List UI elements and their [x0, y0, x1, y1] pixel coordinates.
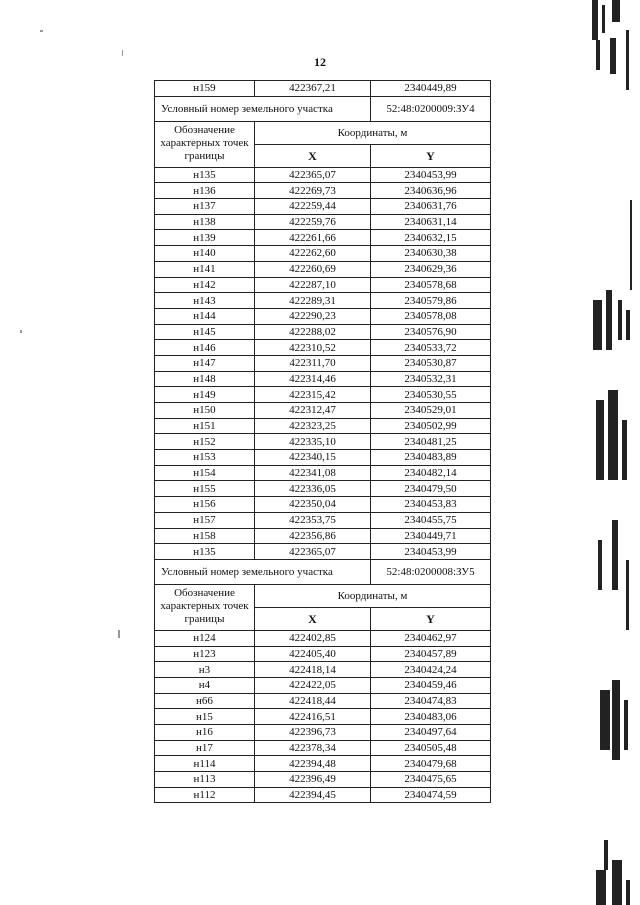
coordinate-y: 2340453,99 [371, 167, 491, 183]
point-designation: н123 [155, 646, 255, 662]
coordinate-x: 422367,21 [255, 81, 371, 97]
plot-cadastral-number: 52:48:0200009:ЗУ4 [371, 96, 491, 121]
coordinate-x: 422340,15 [255, 450, 371, 466]
coordinate-x: 422259,44 [255, 199, 371, 215]
coordinate-x: 422353,75 [255, 512, 371, 528]
header-x: X [255, 144, 371, 167]
table-row [155, 371, 491, 387]
coordinate-x: 422262,60 [255, 246, 371, 262]
coordinate-x: 422422,05 [255, 677, 371, 693]
point-designation: н136 [155, 183, 255, 199]
table-row [155, 544, 491, 560]
coordinate-y: 2340453,83 [371, 497, 491, 513]
coordinate-x: 422314,46 [255, 371, 371, 387]
table-row [155, 787, 491, 803]
coordinate-y: 2340629,36 [371, 261, 491, 277]
plot-number-row [155, 96, 491, 121]
coordinate-x: 422341,08 [255, 465, 371, 481]
table-row [155, 403, 491, 419]
table-row [155, 740, 491, 756]
point-designation: н135 [155, 167, 255, 183]
point-designation: н159 [155, 81, 255, 97]
point-designation: н146 [155, 340, 255, 356]
coordinate-x: 422394,48 [255, 756, 371, 772]
coordinate-x: 422311,70 [255, 355, 371, 371]
table-row [155, 167, 491, 183]
coordinate-y: 2340481,25 [371, 434, 491, 450]
coordinate-y: 2340497,64 [371, 725, 491, 741]
header-x: X [255, 607, 371, 630]
table-row [155, 662, 491, 678]
table-row [155, 277, 491, 293]
header-row [155, 121, 491, 144]
page-number: 12 [314, 55, 326, 69]
coordinate-y: 2340533,72 [371, 340, 491, 356]
table-row [155, 481, 491, 497]
coordinate-y: 2340530,55 [371, 387, 491, 403]
coordinate-x: 422336,05 [255, 481, 371, 497]
coordinate-x: 422418,44 [255, 693, 371, 709]
coordinate-y: 2340631,76 [371, 199, 491, 215]
point-designation: н114 [155, 756, 255, 772]
coordinate-x: 422350,04 [255, 497, 371, 513]
coordinate-x: 422315,42 [255, 387, 371, 403]
coordinate-y: 2340482,14 [371, 465, 491, 481]
table-row [155, 199, 491, 215]
point-designation: н155 [155, 481, 255, 497]
coordinate-x: 422335,10 [255, 434, 371, 450]
coordinate-x: 422261,66 [255, 230, 371, 246]
table-row [155, 340, 491, 356]
coordinate-x: 422365,07 [255, 544, 371, 560]
point-designation: н112 [155, 787, 255, 803]
coordinate-y: 2340579,86 [371, 293, 491, 309]
point-designation: н145 [155, 324, 255, 340]
coordinate-x: 422396,73 [255, 725, 371, 741]
coordinate-x: 422288,02 [255, 324, 371, 340]
point-designation: н151 [155, 418, 255, 434]
header-y: Y [371, 144, 491, 167]
point-designation: н149 [155, 387, 255, 403]
table-row [155, 528, 491, 544]
coordinate-y: 2340483,06 [371, 709, 491, 725]
coordinate-x: 422310,52 [255, 340, 371, 356]
coordinate-y: 2340474,59 [371, 787, 491, 803]
table-row [155, 293, 491, 309]
table-row [155, 261, 491, 277]
plot-cadastral-number: 52:48:0200008:ЗУ5 [371, 559, 491, 584]
table-row [155, 709, 491, 725]
coordinate-y: 2340474,83 [371, 693, 491, 709]
coordinate-x: 422378,34 [255, 740, 371, 756]
coordinate-x: 422418,14 [255, 662, 371, 678]
coordinate-y: 2340479,50 [371, 481, 491, 497]
table-row [155, 756, 491, 772]
coordinate-y: 2340529,01 [371, 403, 491, 419]
table-row [155, 214, 491, 230]
coordinate-x: 422416,51 [255, 709, 371, 725]
coordinate-y: 2340462,97 [371, 630, 491, 646]
point-designation: н4 [155, 677, 255, 693]
coordinate-y: 2340479,68 [371, 756, 491, 772]
coordinate-x: 422290,23 [255, 308, 371, 324]
point-designation: н16 [155, 725, 255, 741]
point-designation: н124 [155, 630, 255, 646]
table-row [155, 81, 491, 97]
coordinate-x: 422394,45 [255, 787, 371, 803]
table-row [155, 308, 491, 324]
point-designation: н138 [155, 214, 255, 230]
point-designation: н143 [155, 293, 255, 309]
coordinate-x: 422396,49 [255, 772, 371, 788]
table-row [155, 355, 491, 371]
coordinate-x: 422259,76 [255, 214, 371, 230]
coordinate-y: 2340576,90 [371, 324, 491, 340]
table-row [155, 246, 491, 262]
coordinate-x: 422405,40 [255, 646, 371, 662]
table-row [155, 434, 491, 450]
point-designation: н140 [155, 246, 255, 262]
coordinate-y: 2340502,99 [371, 418, 491, 434]
coordinate-y: 2340449,71 [371, 528, 491, 544]
coordinate-y: 2340424,24 [371, 662, 491, 678]
coordinate-x: 422365,07 [255, 167, 371, 183]
table-row [155, 324, 491, 340]
point-designation: н148 [155, 371, 255, 387]
table-row [155, 183, 491, 199]
table-row [155, 450, 491, 466]
header-designation: Обозначение характерных точек границы [155, 121, 255, 167]
point-designation: н142 [155, 277, 255, 293]
coordinate-y: 2340459,46 [371, 677, 491, 693]
point-designation: н113 [155, 772, 255, 788]
header-designation: Обозначение характерных точек границы [155, 584, 255, 630]
point-designation: н150 [155, 403, 255, 419]
point-designation: н147 [155, 355, 255, 371]
header-y: Y [371, 607, 491, 630]
point-designation: н156 [155, 497, 255, 513]
point-designation: н137 [155, 199, 255, 215]
table-row [155, 693, 491, 709]
point-designation: н141 [155, 261, 255, 277]
coordinate-x: 422269,73 [255, 183, 371, 199]
point-designation: н144 [155, 308, 255, 324]
coordinate-y: 2340455,75 [371, 512, 491, 528]
coordinate-y: 2340631,14 [371, 214, 491, 230]
coordinate-y: 2340483,89 [371, 450, 491, 466]
table-row [155, 465, 491, 481]
point-designation: н158 [155, 528, 255, 544]
coordinate-y: 2340457,89 [371, 646, 491, 662]
coordinate-x: 422312,47 [255, 403, 371, 419]
coordinate-y: 2340636,96 [371, 183, 491, 199]
table-row [155, 630, 491, 646]
table-row [155, 230, 491, 246]
table-row [155, 418, 491, 434]
point-designation: н135 [155, 544, 255, 560]
coordinate-x: 422356,86 [255, 528, 371, 544]
header-coordinates: Координаты, м [255, 584, 491, 607]
coordinate-y: 2340505,48 [371, 740, 491, 756]
table-row [155, 646, 491, 662]
coordinate-y: 2340530,87 [371, 355, 491, 371]
point-designation: н3 [155, 662, 255, 678]
coordinate-y: 2340630,38 [371, 246, 491, 262]
point-designation: н154 [155, 465, 255, 481]
coordinate-y: 2340532,31 [371, 371, 491, 387]
coordinate-x: 422287,10 [255, 277, 371, 293]
table-row [155, 387, 491, 403]
coordinate-y: 2340453,99 [371, 544, 491, 560]
plot-number-label: Условный номер земельного участка [155, 96, 371, 121]
plot-number-label: Условный номер земельного участка [155, 559, 371, 584]
coordinate-y: 2340632,15 [371, 230, 491, 246]
coordinate-y: 2340475,65 [371, 772, 491, 788]
coordinate-x: 422289,31 [255, 293, 371, 309]
table-row [155, 725, 491, 741]
point-designation: н157 [155, 512, 255, 528]
coordinate-x: 422260,69 [255, 261, 371, 277]
coordinate-y: 2340578,08 [371, 308, 491, 324]
plot-number-row [155, 559, 491, 584]
point-designation: н139 [155, 230, 255, 246]
table-row [155, 677, 491, 693]
point-designation: н153 [155, 450, 255, 466]
coordinate-x: 422402,85 [255, 630, 371, 646]
coordinates-table [154, 80, 491, 803]
header-coordinates: Координаты, м [255, 121, 491, 144]
point-designation: н15 [155, 709, 255, 725]
header-row [155, 584, 491, 607]
table-row [155, 772, 491, 788]
point-designation: н66 [155, 693, 255, 709]
table-row [155, 497, 491, 513]
point-designation: н152 [155, 434, 255, 450]
point-designation: н17 [155, 740, 255, 756]
coordinate-x: 422323,25 [255, 418, 371, 434]
coordinate-y: 2340578,68 [371, 277, 491, 293]
table-row [155, 512, 491, 528]
coordinate-y: 2340449,89 [371, 81, 491, 97]
